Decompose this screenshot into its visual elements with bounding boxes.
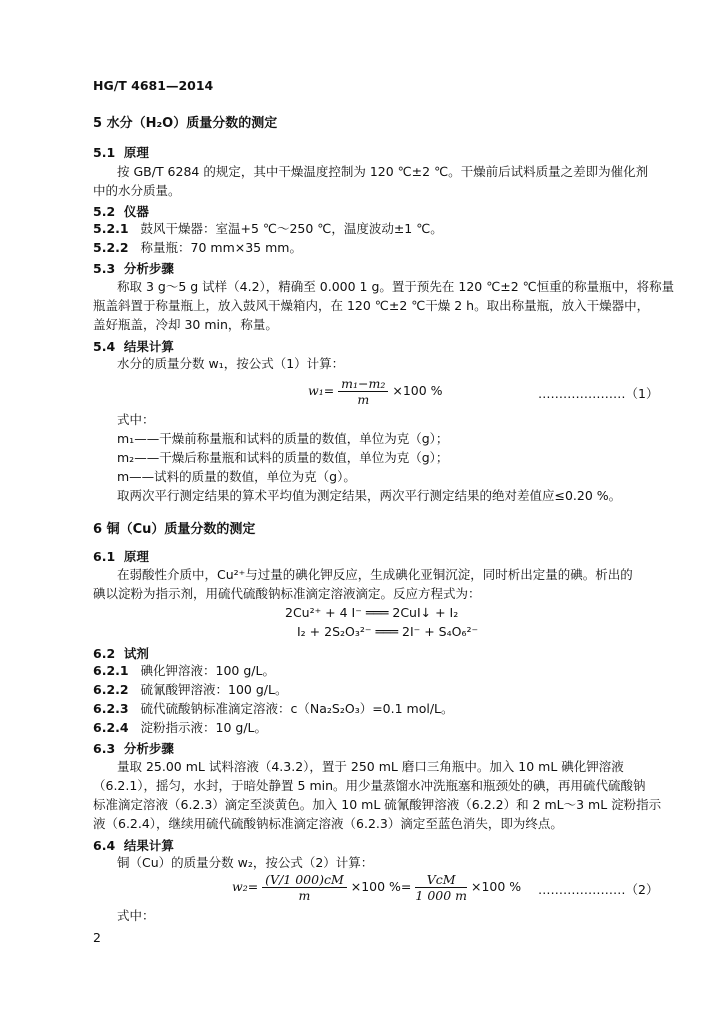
- definition-m: m——试料的质量的数值，单位为克（g）。: [117, 469, 356, 484]
- numerator: VcM: [415, 872, 467, 888]
- denominator: 1 000 m: [415, 888, 468, 903]
- item-number: 5.2.2: [93, 240, 129, 255]
- item-text: 硫代硫酸钠标准滴定溶液：c（Na₂S₂O₃）=0.1 mol/L。: [140, 701, 454, 716]
- section-title: 分析步骤: [123, 741, 174, 756]
- denominator: m: [357, 392, 370, 407]
- denominator: m: [298, 888, 311, 903]
- section-number: 6.3: [93, 741, 116, 756]
- formula-intro: 铜（Cu）的质量分数 w₂，按公式（2）计算：: [117, 855, 374, 870]
- formula-tail: ×100 %: [392, 383, 443, 398]
- section-title: 原理: [123, 549, 149, 564]
- formula-1: [308, 376, 443, 407]
- item-text: 硫氰酸钾溶液：100 g/L。: [140, 682, 288, 697]
- paragraph-line: 量取 25.00 mL 试料溶液（4.3.2），置于 250 mL 磨口三角瓶中。加入 10 mL 碘化钾溶液: [117, 759, 624, 774]
- section-number: 6.2: [93, 646, 116, 661]
- section-6-1-heading: [93, 547, 149, 565]
- item-6-2-4: [93, 720, 267, 736]
- page-number: 2: [93, 930, 101, 945]
- section-6-2-heading: [93, 644, 149, 662]
- numerator: m₁−m₂: [338, 376, 388, 392]
- section-number: 5.4: [93, 339, 116, 354]
- section-title: 结果计算: [123, 838, 174, 853]
- item-number: 6.2.4: [93, 720, 129, 735]
- item-6-2-1: [93, 663, 275, 679]
- section-5-3-heading: [93, 259, 174, 277]
- section-number: 6.1: [93, 549, 116, 564]
- section-6-4-heading: [93, 836, 174, 854]
- formula-middle: ×100 %=: [350, 879, 412, 894]
- item-text: 鼓风干燥器：室温+5 ℃～250 ℃，温度波动±1 ℃。: [140, 221, 443, 236]
- item-number: 6.2.2: [93, 682, 129, 697]
- reaction-equation-1: 2Cu²⁺ + 4 I⁻ ═══ 2CuI↓ + I₂: [285, 605, 459, 620]
- section-number: 5.1: [93, 145, 116, 160]
- item-text: 称量瓶：70 mm×35 mm。: [140, 240, 302, 255]
- section-number: 6.4: [93, 838, 116, 853]
- formula-lhs: w₁=: [308, 383, 335, 398]
- item-6-2-2: [93, 682, 287, 698]
- formula-2: [232, 872, 521, 903]
- item-number: 6.2.3: [93, 701, 129, 716]
- section-title: 仪器: [123, 204, 149, 219]
- formula-2-number: …………………（2）: [538, 882, 659, 897]
- fraction-right: [415, 872, 467, 903]
- section-5-1-heading: [93, 143, 149, 161]
- paragraph-line: 在弱酸性介质中，Cu²⁺与过量的碘化钾反应，生成碘化亚铜沉淀，同时析出定量的碘。析出的: [117, 567, 633, 582]
- section-title: 试剂: [123, 646, 149, 661]
- formula-lhs: w₂=: [232, 879, 259, 894]
- document-code: HG/T 4681—2014: [93, 78, 214, 93]
- item-text: 淀粉指示液：10 g/L。: [140, 720, 268, 735]
- paragraph-line: 盖好瓶盖，冷却 30 min，称量。: [93, 317, 278, 332]
- fraction-left: [262, 872, 347, 903]
- item-5-2-2: [93, 240, 302, 256]
- section-5-title: 5 水分（H₂O）质量分数的测定: [93, 116, 278, 131]
- paragraph-line: （6.2.1），摇匀，水封，于暗处静置 5 min。用少量蒸馏水冲洗瓶塞和瓶颈处的碘，再用硫代硫酸钠: [93, 778, 646, 793]
- formula-1-number: …………………（1）: [538, 386, 659, 401]
- precision-note: 取两次平行测定结果的算术平均值为测定结果，两次平行测定结果的绝对差值应≤0.20 %。: [117, 488, 622, 503]
- section-number: 5.3: [93, 261, 116, 276]
- where-label: 式中：: [117, 412, 155, 427]
- item-text: 碘化钾溶液：100 g/L。: [140, 663, 275, 678]
- formula-intro: 水分的质量分数 w₁，按公式（1）计算：: [117, 356, 345, 371]
- section-5-4-heading: [93, 337, 174, 355]
- section-5-2-heading: [93, 202, 149, 220]
- where-label: 式中：: [117, 908, 155, 923]
- paragraph-line: 碘以淀粉为指示剂，用硫代硫酸钠标准滴定溶液滴定。反应方程式为：: [93, 586, 481, 601]
- paragraph-line: 瓶盖斜置于称量瓶上，放入鼓风干燥箱内，在 120 ℃±2 ℃干燥 2 h。取出称量瓶，放入干燥器中，: [93, 298, 650, 313]
- paragraph-line: 液（6.2.4），继续用硫代硫酸钠标准滴定溶液（6.2.3）滴定至蓝色消失，即为终点。: [93, 816, 563, 831]
- paragraph-line: 标准滴定溶液（6.2.3）滴定至淡黄色。加入 10 mL 硫氰酸钾溶液（6.2.2）和 2 mL～3 mL 淀粉指示: [93, 797, 662, 812]
- section-title: 原理: [123, 145, 149, 160]
- formula-tail: ×100 %: [471, 879, 522, 894]
- definition-m2: m₂——干燥后称量瓶和试料的质量的数值，单位为克（g）；: [117, 450, 449, 465]
- section-number: 5.2: [93, 204, 116, 219]
- fraction: [338, 376, 388, 407]
- paragraph-line: 称取 3 g～5 g 试样（4.2），精确至 0.000 1 g。置于预先在 120 ℃±2 ℃恒重的称量瓶中，将称量: [117, 279, 675, 294]
- item-6-2-3: [93, 701, 454, 717]
- paragraph-line: 中的水分质量。: [93, 183, 181, 198]
- section-title: 结果计算: [123, 339, 174, 354]
- section-6-title: 6 铜（Cu）质量分数的测定: [93, 522, 256, 537]
- paragraph-line: 按 GB/T 6284 的规定，其中干燥温度控制为 120 ℃±2 ℃。干燥前后试料质量之差即为催化剂: [117, 164, 649, 179]
- section-title: 分析步骤: [123, 261, 174, 276]
- reaction-equation-2: I₂ + 2S₂O₃²⁻ ═══ 2I⁻ + S₄O₆²⁻: [297, 624, 479, 639]
- item-5-2-1: [93, 221, 443, 237]
- item-number: 5.2.1: [93, 221, 129, 236]
- item-number: 6.2.1: [93, 663, 129, 678]
- numerator: (V/1 000)cM: [262, 872, 347, 888]
- section-6-3-heading: [93, 739, 174, 757]
- definition-m1: m₁——干燥前称量瓶和试料的质量的数值，单位为克（g）；: [117, 431, 449, 446]
